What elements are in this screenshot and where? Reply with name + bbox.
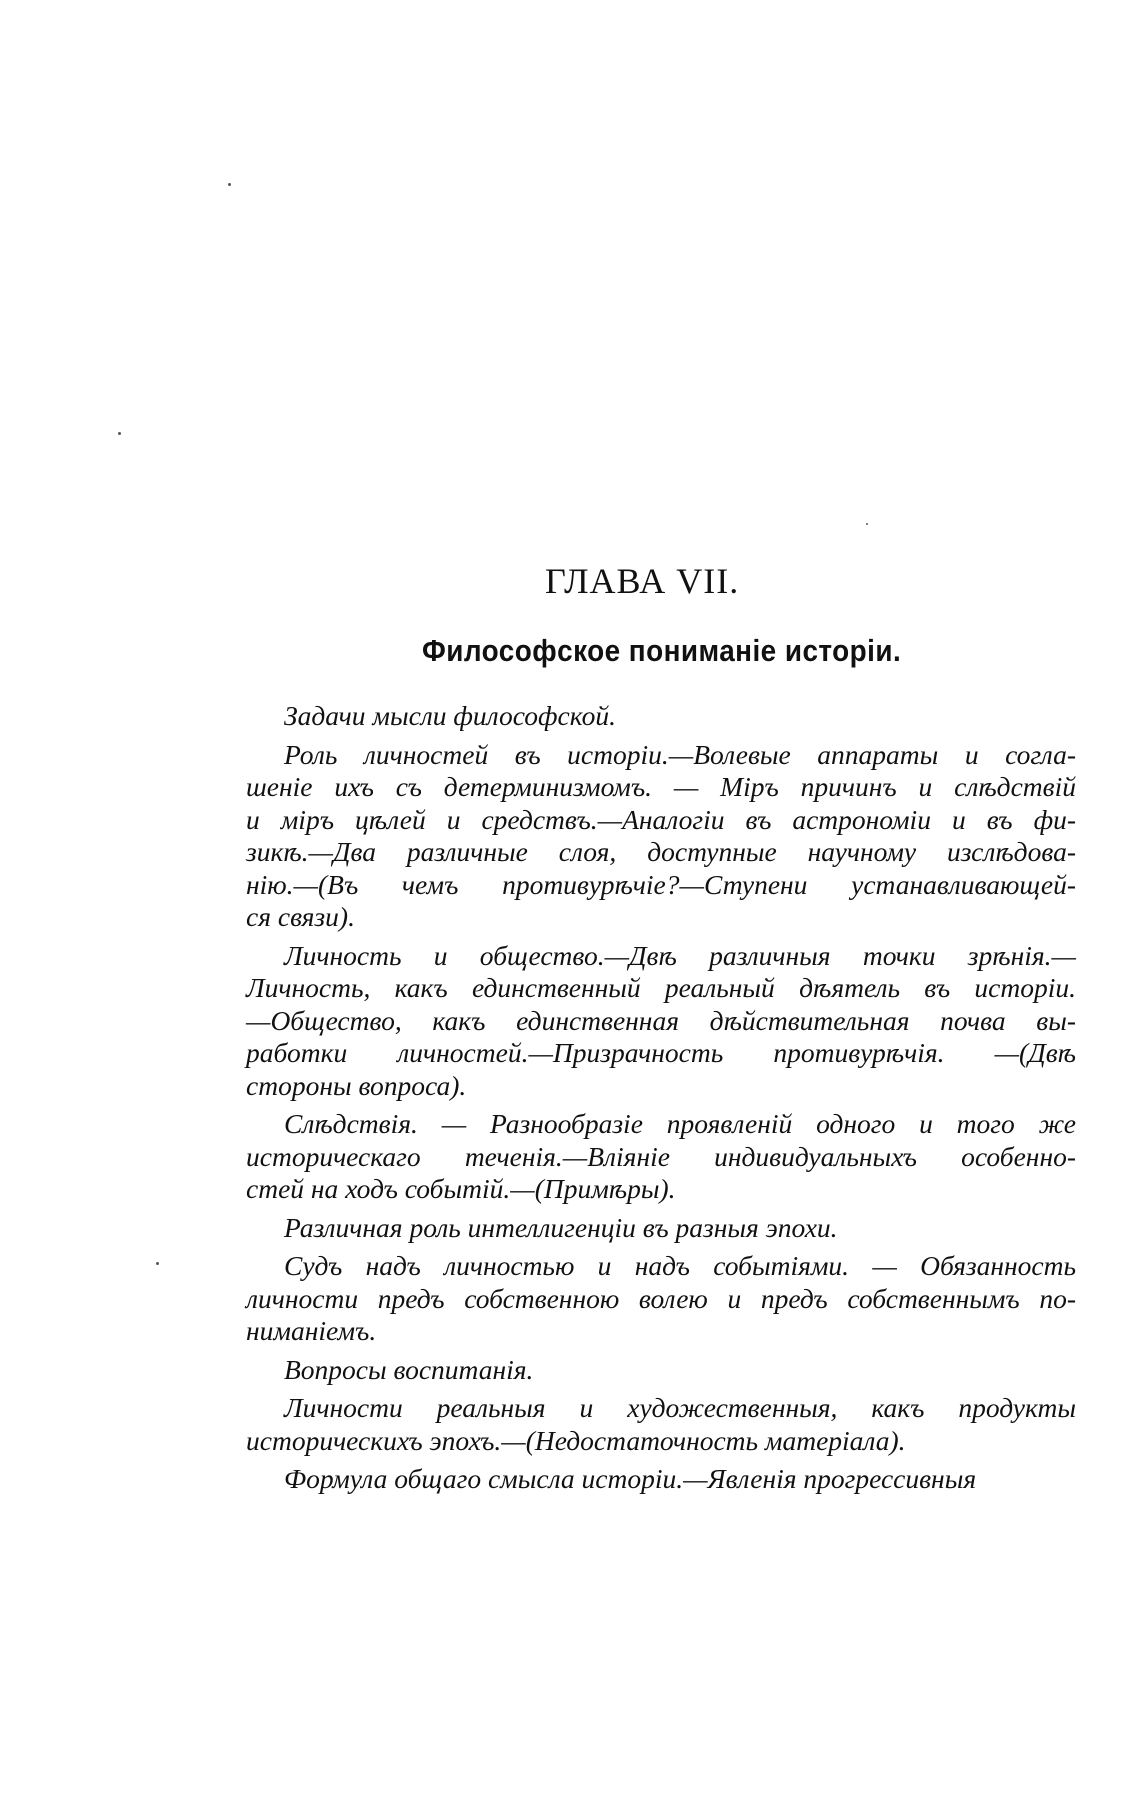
summary-line: Различная роль интеллигенціи въ разныя эпохи. bbox=[284, 1211, 838, 1243]
summary-line: Задачи мысли философской. bbox=[284, 700, 616, 731]
print-speck bbox=[228, 183, 231, 186]
summary-paragraph bbox=[246, 940, 1076, 1103]
print-speck bbox=[118, 432, 121, 435]
chapter-summary bbox=[246, 700, 1076, 1502]
summary-paragraph bbox=[246, 1463, 1076, 1496]
summary-line: и міръ цѣлей и средствъ.—Аналогіи въ астрономіи и въ фи- bbox=[246, 803, 1076, 835]
summary-line: работки личностей.—Призрачность противурѣчія. —(Двѣ bbox=[246, 1037, 1076, 1068]
summary-line: ниманіемъ. bbox=[246, 1315, 377, 1346]
summary-line: Формула общаго смысла исторіи.—Явленія прогрессивныя bbox=[284, 1463, 977, 1494]
summary-line: Личность и общество.—Двѣ различныя точки зрѣнія.— bbox=[284, 939, 1076, 971]
summary-line: шеніе ихъ съ детерминизмомъ. — Міръ причинъ и слѣдствій bbox=[246, 771, 1076, 802]
summary-paragraph bbox=[246, 1250, 1076, 1348]
summary-line: —Общество, какъ единственная дѣйствительная почва вы- bbox=[246, 1004, 1076, 1036]
summary-line: Роль личностей въ исторіи.—Волевые аппараты и согла- bbox=[284, 738, 1076, 770]
chapter-heading: ГЛАВА VII. bbox=[545, 561, 740, 601]
summary-line: стей на ходъ событій.—(Примѣры). bbox=[246, 1173, 676, 1204]
summary-paragraph bbox=[246, 700, 1076, 733]
summary-line: зикѣ.—Два различные слоя, доступные научному изслѣдова- bbox=[246, 836, 1076, 867]
summary-paragraph bbox=[246, 1392, 1076, 1457]
summary-line: нію.—(Въ чемъ противурѣчіе?—Ступени устанавливающей- bbox=[246, 868, 1076, 900]
summary-paragraph bbox=[246, 739, 1076, 934]
summary-line: историческаго теченія.—Вліяніе индивидуальныхъ особенно- bbox=[246, 1140, 1076, 1172]
summary-paragraph bbox=[246, 1108, 1076, 1206]
summary-line: личности предъ собственною волею и предъ собственнымъ по- bbox=[246, 1282, 1076, 1314]
summary-line: Судъ надъ личностью и надъ событіями. — Обязанность bbox=[284, 1250, 1076, 1281]
summary-line: ся связи). bbox=[246, 901, 355, 932]
summary-line: стороны вопроса). bbox=[246, 1069, 467, 1101]
summary-line: Личности реальныя и художественныя, какъ продукты bbox=[284, 1392, 1076, 1423]
summary-line: Вопросы воспитанія. bbox=[284, 1353, 534, 1385]
summary-paragraph bbox=[246, 1212, 1076, 1245]
summary-paragraph bbox=[246, 1354, 1076, 1387]
summary-line: Слѣдствія. — Разнообразіе проявленій одного и того же bbox=[284, 1108, 1076, 1139]
chapter-title: Философское пониманіе исторіи. bbox=[422, 633, 902, 668]
print-speck bbox=[866, 523, 868, 525]
summary-line: историческихъ эпохъ.—(Недостаточность матеріала). bbox=[246, 1424, 906, 1456]
print-speck bbox=[156, 1262, 159, 1265]
summary-line: Личность, какъ единственный реальный дѣятель въ исторіи. bbox=[246, 972, 1076, 1003]
